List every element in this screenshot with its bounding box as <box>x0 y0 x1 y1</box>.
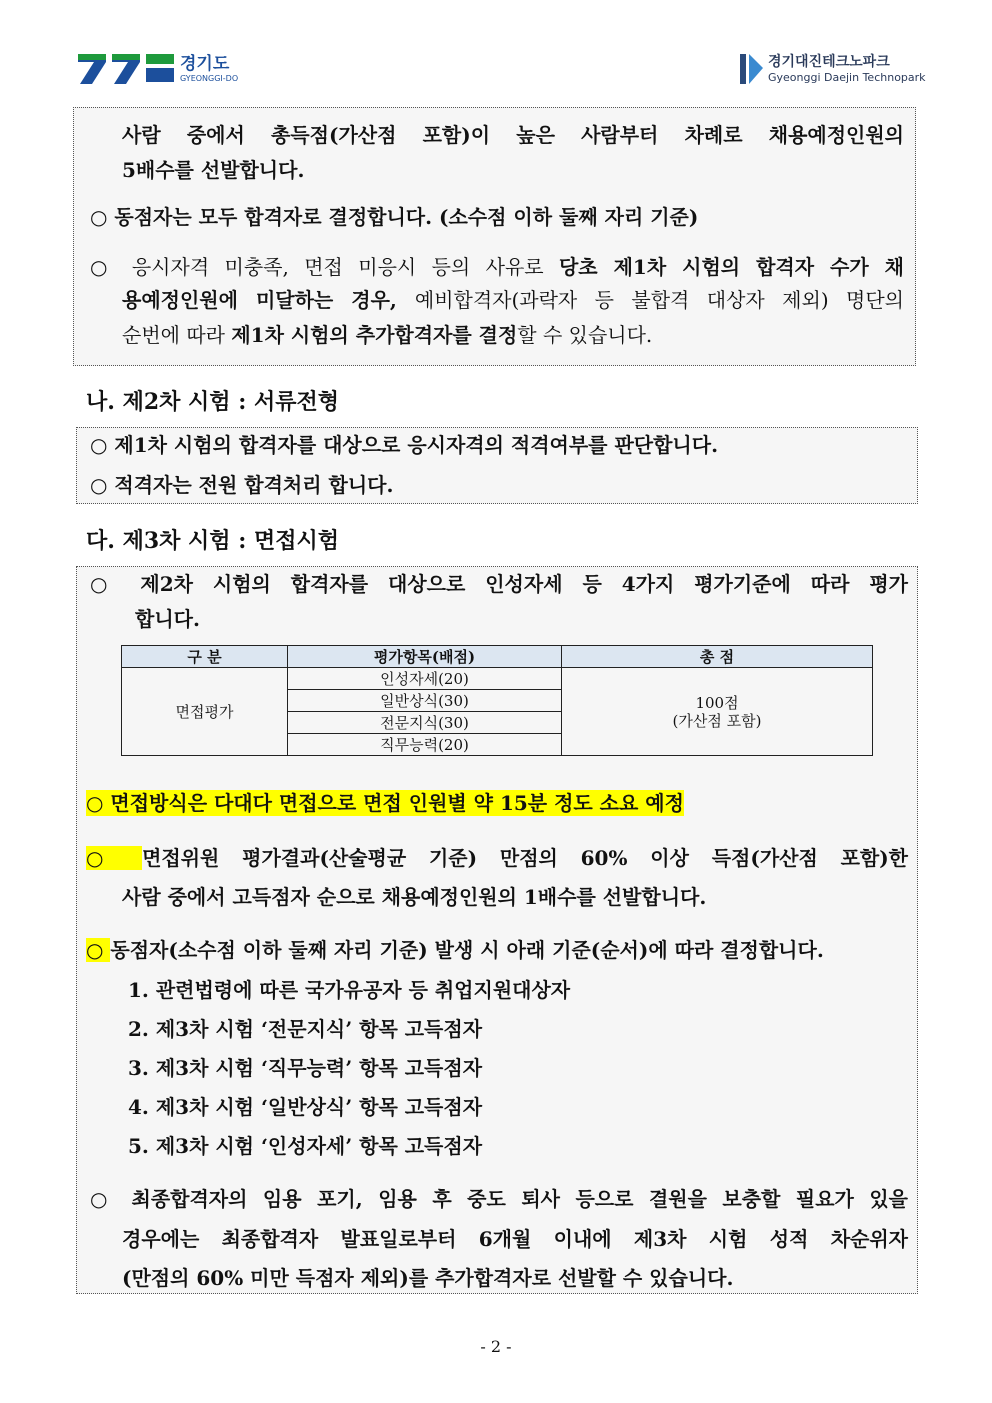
technopark-logo-icon <box>740 52 764 86</box>
text-span: 면접위원 평가결과(산술평균 기준) 만점의 60% 이상 득점(가산점 포함)한 <box>142 846 908 870</box>
text-line: 합니다. <box>135 607 200 631</box>
technopark-logo-text <box>768 54 926 85</box>
list-item: 2. 제3차 시험 ‘전문지식’ 항목 고득점자 <box>128 1017 483 1041</box>
table-cell: 면접평가 <box>122 668 288 756</box>
text-line: ○ 최종합격자의 임용 포기, 임용 후 중도 퇴사 등으로 결원을 보충할 필요가 있을 <box>90 1187 908 1211</box>
text-line: 5배수를 선발합니다. <box>122 158 305 182</box>
text-line: (만점의 60% 미만 득점자 제외)를 추가합격자로 선발할 수 있습니다. <box>122 1266 734 1290</box>
table-header: 구 분 <box>122 646 288 668</box>
text-span: 순번에 따라 <box>122 323 232 347</box>
evaluation-table <box>121 645 873 756</box>
text-span: 용예정인원에 미달하는 경우, <box>122 288 415 312</box>
gyeonggi-logo-text <box>180 54 238 84</box>
table-cell: 일반상식(30) <box>288 690 562 712</box>
total-score: 100점 <box>695 693 739 712</box>
table-header: 총 점 <box>562 646 873 668</box>
text-span: ○ 응시자격 미충족, 면접 미응시 등의 사유로 <box>90 255 559 279</box>
text-line <box>86 845 908 871</box>
total-note: (가산점 포함) <box>672 711 762 730</box>
text-span: 예비합격자(과락자 등 불합격 대상자 제외) 명단의 <box>414 288 904 312</box>
text-span: 제1차 시험의 추가합격자를 결정 <box>231 323 518 347</box>
text-span: 동점자(소수점 이하 둘째 자리 기준) 발생 시 아래 기준(순서)에 따라 결정합니다. <box>110 938 824 962</box>
text-line <box>86 937 824 963</box>
list-item: 1. 관련법령에 따른 국가유공자 등 취업지원대상자 <box>128 978 571 1002</box>
table-cell-total <box>562 668 873 756</box>
text-line <box>90 254 904 280</box>
gyeonggi-logo-icon <box>78 52 176 86</box>
page-number: - 2 - <box>480 1337 512 1356</box>
text-span: 당초 제1차 시험의 합격자 수가 채 <box>558 255 904 279</box>
table-cell: 전문지식(30) <box>288 712 562 734</box>
text-line <box>122 287 904 313</box>
text-line: ○ 제1차 시험의 합격자를 대상으로 응시자격의 적격여부를 판단합니다. <box>90 433 719 457</box>
logo-subtext: Gyeonggi Daejin Technopark <box>768 70 926 84</box>
table-header: 평가항목(배점) <box>288 646 562 668</box>
logo-text: 경기도 <box>180 54 230 74</box>
text-span: ○ <box>86 938 111 962</box>
table-cell: 직무능력(20) <box>288 734 562 756</box>
list-item: 3. 제3차 시험 ‘직무능력’ 항목 고득점자 <box>128 1056 483 1080</box>
gyeonggi-logo <box>78 52 238 86</box>
logo-text: 경기대진테크노파크 <box>768 53 890 70</box>
text-line: 사람 중에서 총득점(가산점 포함)이 높은 사람부터 차례로 채용예정인원의 <box>122 123 904 147</box>
text-line: 경우에는 최종합격자 발표일로부터 6개월 이내에 제3차 시험 성적 차순위자 <box>122 1227 908 1251</box>
text-span: 할 수 있습니다. <box>517 323 653 347</box>
table-cell: 인성자세(20) <box>288 668 562 690</box>
text-span: ○ <box>86 846 143 870</box>
text-line: ○ 동점자는 모두 합격자로 결정합니다. (소수점 이하 둘째 자리 기준) <box>90 205 699 229</box>
text-line <box>122 322 652 348</box>
section-title: 나. 제2차 시험 : 서류전형 <box>86 389 339 415</box>
list-item: 4. 제3차 시험 ‘일반상식’ 항목 고득점자 <box>128 1095 483 1119</box>
text-line: ○ 면접방식은 다대다 면접으로 면접 인원별 약 15분 정도 소요 예정 <box>86 791 684 815</box>
logo-subtext: GYEONGGI-DO <box>180 74 239 83</box>
list-item: 5. 제3차 시험 ‘인성자세’ 항목 고득점자 <box>128 1134 483 1158</box>
text-line: ○ 제2차 시험의 합격자를 대상으로 인성자세 등 4가지 평가기준에 따라 평가 <box>90 572 908 596</box>
text-line: ○ 적격자는 전원 합격처리 합니다. <box>90 473 394 497</box>
section-title: 다. 제3차 시험 : 면접시험 <box>86 528 339 554</box>
technopark-logo <box>740 52 926 86</box>
text-line: 사람 중에서 고득점자 순으로 채용예정인원의 1배수를 선발합니다. <box>122 885 707 909</box>
